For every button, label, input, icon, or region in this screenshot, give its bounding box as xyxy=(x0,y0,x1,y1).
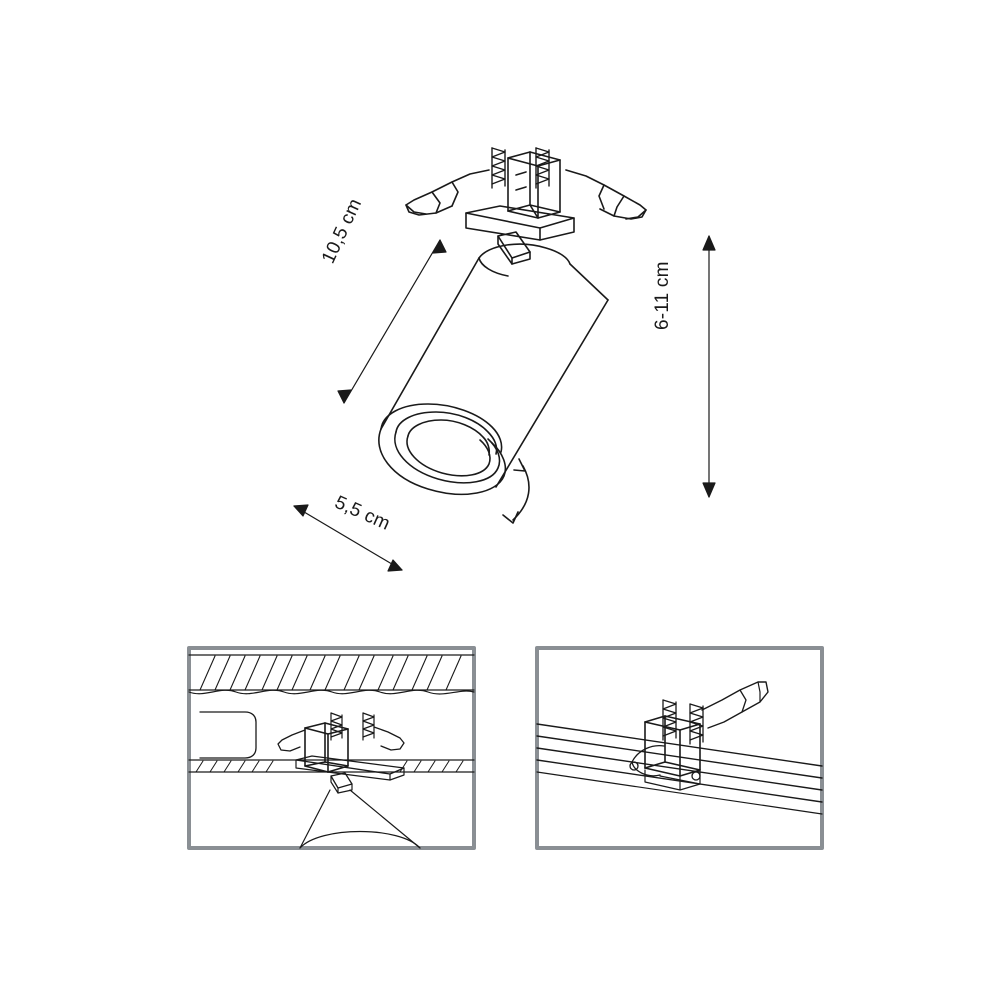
track-mount-detail-view xyxy=(537,648,822,848)
ceiling-mount-section-view xyxy=(189,648,474,848)
dimension-label-length: 10,5 cm xyxy=(318,195,367,267)
spring-clip-left xyxy=(406,170,489,215)
cylinder-body xyxy=(379,244,608,494)
spring-clip-right xyxy=(566,170,646,219)
dimension-length xyxy=(338,240,446,403)
dimension-label-height: 6-11 cm xyxy=(652,261,673,330)
dimension-label-width: 5,5 cm xyxy=(331,492,394,535)
dimension-height xyxy=(703,236,715,497)
spring-coil-left xyxy=(492,148,505,188)
